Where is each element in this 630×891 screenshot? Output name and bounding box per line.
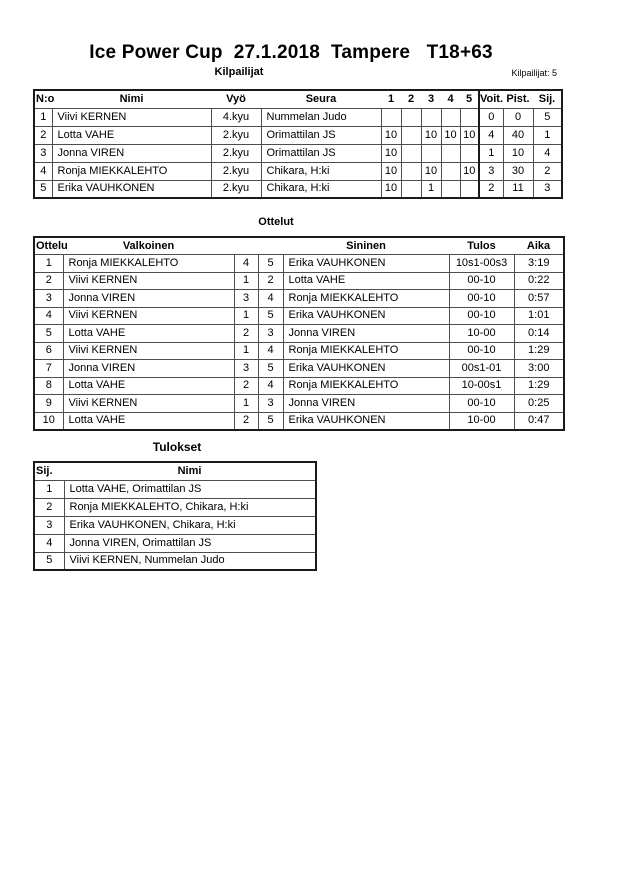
matches-section-title: Ottelut bbox=[258, 216, 294, 228]
match-row bbox=[34, 255, 564, 273]
cell-white-no: 1 bbox=[234, 272, 258, 290]
cell-place: 1 bbox=[34, 480, 64, 498]
cell-result: 00-10 bbox=[449, 272, 514, 290]
cell-no: 5 bbox=[34, 180, 52, 198]
cell-blue-name: Erika VAUHKONEN bbox=[283, 307, 449, 325]
col-header-round-3: 3 bbox=[421, 90, 441, 108]
cell-result: 00s1-01 bbox=[449, 360, 514, 378]
cell-white-no: 4 bbox=[234, 255, 258, 273]
cell-blue-no: 3 bbox=[258, 325, 283, 343]
col-header-belt: Vyö bbox=[211, 90, 261, 108]
cell-time: 0:57 bbox=[514, 290, 564, 308]
cell-white-no: 1 bbox=[234, 395, 258, 413]
cell-blue-no: 4 bbox=[258, 290, 283, 308]
cell-round-3: 10 bbox=[421, 162, 441, 180]
col-header-name: Nimi bbox=[64, 462, 316, 480]
cell-round-4 bbox=[441, 108, 460, 126]
cell-time: 0:25 bbox=[514, 395, 564, 413]
cell-place: 5 bbox=[34, 552, 64, 570]
col-header-round-4: 4 bbox=[441, 90, 460, 108]
cell-round-2 bbox=[401, 126, 421, 144]
cell-name: Ronja MIEKKALEHTO bbox=[52, 162, 211, 180]
cell-round-3 bbox=[421, 144, 441, 162]
cell-time: 3:00 bbox=[514, 360, 564, 378]
cell-belt: 2.kyu bbox=[211, 180, 261, 198]
cell-round-1: 10 bbox=[381, 180, 401, 198]
cell-white-name: Lotta VAHE bbox=[63, 412, 234, 430]
cell-round-1 bbox=[381, 108, 401, 126]
col-header-place: Sij. bbox=[34, 462, 64, 480]
document-title: Ice Power Cup 27.1.2018 Tampere T18+63 bbox=[89, 42, 493, 63]
cell-white-name: Lotta VAHE bbox=[63, 377, 234, 395]
col-header-round-1: 1 bbox=[381, 90, 401, 108]
col-header-round-2: 2 bbox=[401, 90, 421, 108]
cell-round-1: 10 bbox=[381, 144, 401, 162]
competitors-table bbox=[33, 89, 563, 199]
cell-points: 0 bbox=[503, 108, 533, 126]
cell-match-no: 3 bbox=[34, 290, 63, 308]
cell-blue-no: 5 bbox=[258, 412, 283, 430]
cell-result: 10-00 bbox=[449, 325, 514, 343]
matches-table bbox=[33, 236, 565, 431]
result-row bbox=[34, 534, 316, 552]
match-row bbox=[34, 395, 564, 413]
results-table bbox=[33, 461, 317, 571]
cell-white-no: 1 bbox=[234, 342, 258, 360]
competitors-section-title: Kilpailijat bbox=[214, 66, 264, 78]
cell-club: Chikara, H:ki bbox=[261, 162, 381, 180]
cell-points: 11 bbox=[503, 180, 533, 198]
cell-white-no: 2 bbox=[234, 377, 258, 395]
cell-white-name: Ronja MIEKKALEHTO bbox=[63, 255, 234, 273]
cell-name: Lotta VAHE bbox=[52, 126, 211, 144]
cell-white-name: Viivi KERNEN bbox=[63, 395, 234, 413]
col-header-no: N:o bbox=[34, 90, 52, 108]
cell-blue-name: Ronja MIEKKALEHTO bbox=[283, 342, 449, 360]
col-header-club: Seura bbox=[261, 90, 381, 108]
results-header-row bbox=[34, 462, 316, 480]
match-row bbox=[34, 325, 564, 343]
cell-white-name: Viivi KERNEN bbox=[63, 272, 234, 290]
cell-white-name: Viivi KERNEN bbox=[63, 342, 234, 360]
cell-match-no: 9 bbox=[34, 395, 63, 413]
cell-blue-no: 5 bbox=[258, 360, 283, 378]
cell-no: 3 bbox=[34, 144, 52, 162]
cell-time: 1:01 bbox=[514, 307, 564, 325]
cell-blue-name: Ronja MIEKKALEHTO bbox=[283, 377, 449, 395]
cell-place: 1 bbox=[533, 126, 562, 144]
cell-match-no: 2 bbox=[34, 272, 63, 290]
col-header-white-no bbox=[234, 237, 258, 255]
cell-name: Ronja MIEKKALEHTO, Chikara, H:ki bbox=[64, 498, 316, 516]
cell-round-4 bbox=[441, 180, 460, 198]
cell-wins: 4 bbox=[479, 126, 503, 144]
cell-white-name: Lotta VAHE bbox=[63, 325, 234, 343]
cell-name: Viivi KERNEN bbox=[52, 108, 211, 126]
cell-round-5: 10 bbox=[460, 126, 479, 144]
match-row bbox=[34, 342, 564, 360]
cell-white-no: 3 bbox=[234, 290, 258, 308]
competitor-row bbox=[34, 126, 562, 144]
match-row bbox=[34, 307, 564, 325]
cell-blue-name: Lotta VAHE bbox=[283, 272, 449, 290]
cell-wins: 1 bbox=[479, 144, 503, 162]
cell-round-5 bbox=[460, 144, 479, 162]
col-header-time: Aika bbox=[514, 237, 564, 255]
cell-round-1: 10 bbox=[381, 126, 401, 144]
match-row bbox=[34, 377, 564, 395]
cell-white-no: 2 bbox=[234, 325, 258, 343]
cell-round-2 bbox=[401, 180, 421, 198]
cell-place: 3 bbox=[533, 180, 562, 198]
cell-name: Jonna VIREN, Orimattilan JS bbox=[64, 534, 316, 552]
cell-round-2 bbox=[401, 108, 421, 126]
match-row bbox=[34, 360, 564, 378]
cell-no: 2 bbox=[34, 126, 52, 144]
cell-wins: 3 bbox=[479, 162, 503, 180]
cell-time: 0:14 bbox=[514, 325, 564, 343]
cell-blue-no: 5 bbox=[258, 255, 283, 273]
cell-white-name: Jonna VIREN bbox=[63, 360, 234, 378]
result-row bbox=[34, 516, 316, 534]
cell-match-no: 8 bbox=[34, 377, 63, 395]
cell-round-3: 1 bbox=[421, 180, 441, 198]
cell-round-2 bbox=[401, 144, 421, 162]
cell-place: 2 bbox=[34, 498, 64, 516]
cell-round-5 bbox=[460, 108, 479, 126]
cell-place: 3 bbox=[34, 516, 64, 534]
cell-white-no: 2 bbox=[234, 412, 258, 430]
cell-name: Jonna VIREN bbox=[52, 144, 211, 162]
cell-round-3: 10 bbox=[421, 126, 441, 144]
cell-time: 1:29 bbox=[514, 377, 564, 395]
col-header-points: Pist. bbox=[503, 90, 533, 108]
cell-result: 10-00s1 bbox=[449, 377, 514, 395]
cell-no: 1 bbox=[34, 108, 52, 126]
cell-blue-no: 3 bbox=[258, 395, 283, 413]
matches-header-row bbox=[34, 237, 564, 255]
cell-belt: 4.kyu bbox=[211, 108, 261, 126]
cell-time: 1:29 bbox=[514, 342, 564, 360]
cell-round-5: 10 bbox=[460, 162, 479, 180]
cell-result: 10-00 bbox=[449, 412, 514, 430]
cell-round-1: 10 bbox=[381, 162, 401, 180]
col-header-name: Nimi bbox=[52, 90, 211, 108]
cell-round-4 bbox=[441, 144, 460, 162]
cell-belt: 2.kyu bbox=[211, 126, 261, 144]
cell-white-name: Viivi KERNEN bbox=[63, 307, 234, 325]
result-row bbox=[34, 552, 316, 570]
col-header-match: Ottelu bbox=[34, 237, 63, 255]
cell-name: Erika VAUHKONEN, Chikara, H:ki bbox=[64, 516, 316, 534]
cell-club: Nummelan Judo bbox=[261, 108, 381, 126]
cell-round-4: 10 bbox=[441, 126, 460, 144]
cell-blue-name: Erika VAUHKONEN bbox=[283, 360, 449, 378]
cell-blue-no: 5 bbox=[258, 307, 283, 325]
match-row bbox=[34, 272, 564, 290]
cell-blue-no: 2 bbox=[258, 272, 283, 290]
cell-result: 00-10 bbox=[449, 290, 514, 308]
cell-blue-name: Jonna VIREN bbox=[283, 395, 449, 413]
cell-time: 0:22 bbox=[514, 272, 564, 290]
cell-white-no: 3 bbox=[234, 360, 258, 378]
competitor-row bbox=[34, 144, 562, 162]
cell-match-no: 10 bbox=[34, 412, 63, 430]
cell-blue-no: 4 bbox=[258, 377, 283, 395]
cell-result: 10s1-00s3 bbox=[449, 255, 514, 273]
cell-belt: 2.kyu bbox=[211, 144, 261, 162]
cell-match-no: 1 bbox=[34, 255, 63, 273]
cell-points: 10 bbox=[503, 144, 533, 162]
cell-place: 2 bbox=[533, 162, 562, 180]
results-section-title: Tulokset bbox=[152, 440, 202, 454]
cell-wins: 2 bbox=[479, 180, 503, 198]
col-header-white: Valkoinen bbox=[63, 237, 234, 255]
cell-round-4 bbox=[441, 162, 460, 180]
col-header-blue-no bbox=[258, 237, 283, 255]
cell-match-no: 5 bbox=[34, 325, 63, 343]
cell-wins: 0 bbox=[479, 108, 503, 126]
col-header-round-5: 5 bbox=[460, 90, 479, 108]
cell-blue-no: 4 bbox=[258, 342, 283, 360]
col-header-blue: Sininen bbox=[283, 237, 449, 255]
cell-blue-name: Erika VAUHKONEN bbox=[283, 255, 449, 273]
competitors-header-row bbox=[34, 90, 562, 108]
cell-place: 4 bbox=[34, 534, 64, 552]
cell-match-no: 7 bbox=[34, 360, 63, 378]
cell-white-no: 1 bbox=[234, 307, 258, 325]
cell-name: Erika VAUHKONEN bbox=[52, 180, 211, 198]
cell-no: 4 bbox=[34, 162, 52, 180]
cell-club: Orimattilan JS bbox=[261, 126, 381, 144]
cell-match-no: 4 bbox=[34, 307, 63, 325]
cell-round-3 bbox=[421, 108, 441, 126]
col-header-place: Sij. bbox=[533, 90, 562, 108]
competitor-row bbox=[34, 162, 562, 180]
cell-place: 4 bbox=[533, 144, 562, 162]
cell-belt: 2.kyu bbox=[211, 162, 261, 180]
cell-round-5 bbox=[460, 180, 479, 198]
cell-club: Chikara, H:ki bbox=[261, 180, 381, 198]
competitor-row bbox=[34, 108, 562, 126]
cell-time: 3:19 bbox=[514, 255, 564, 273]
cell-time: 0:47 bbox=[514, 412, 564, 430]
cell-result: 00-10 bbox=[449, 342, 514, 360]
cell-white-name: Jonna VIREN bbox=[63, 290, 234, 308]
cell-match-no: 6 bbox=[34, 342, 63, 360]
cell-result: 00-10 bbox=[449, 395, 514, 413]
competitors-count: Kilpailijat: 5 bbox=[511, 68, 557, 78]
cell-points: 30 bbox=[503, 162, 533, 180]
match-row bbox=[34, 290, 564, 308]
cell-blue-name: Erika VAUHKONEN bbox=[283, 412, 449, 430]
cell-blue-name: Ronja MIEKKALEHTO bbox=[283, 290, 449, 308]
cell-place: 5 bbox=[533, 108, 562, 126]
cell-points: 40 bbox=[503, 126, 533, 144]
col-header-result: Tulos bbox=[449, 237, 514, 255]
col-header-wins: Voit. bbox=[479, 90, 503, 108]
cell-name: Viivi KERNEN, Nummelan Judo bbox=[64, 552, 316, 570]
cell-club: Orimattilan JS bbox=[261, 144, 381, 162]
cell-round-2 bbox=[401, 162, 421, 180]
match-row bbox=[34, 412, 564, 430]
competitor-row bbox=[34, 180, 562, 198]
result-row bbox=[34, 480, 316, 498]
result-row bbox=[34, 498, 316, 516]
cell-result: 00-10 bbox=[449, 307, 514, 325]
cell-blue-name: Jonna VIREN bbox=[283, 325, 449, 343]
cell-name: Lotta VAHE, Orimattilan JS bbox=[64, 480, 316, 498]
